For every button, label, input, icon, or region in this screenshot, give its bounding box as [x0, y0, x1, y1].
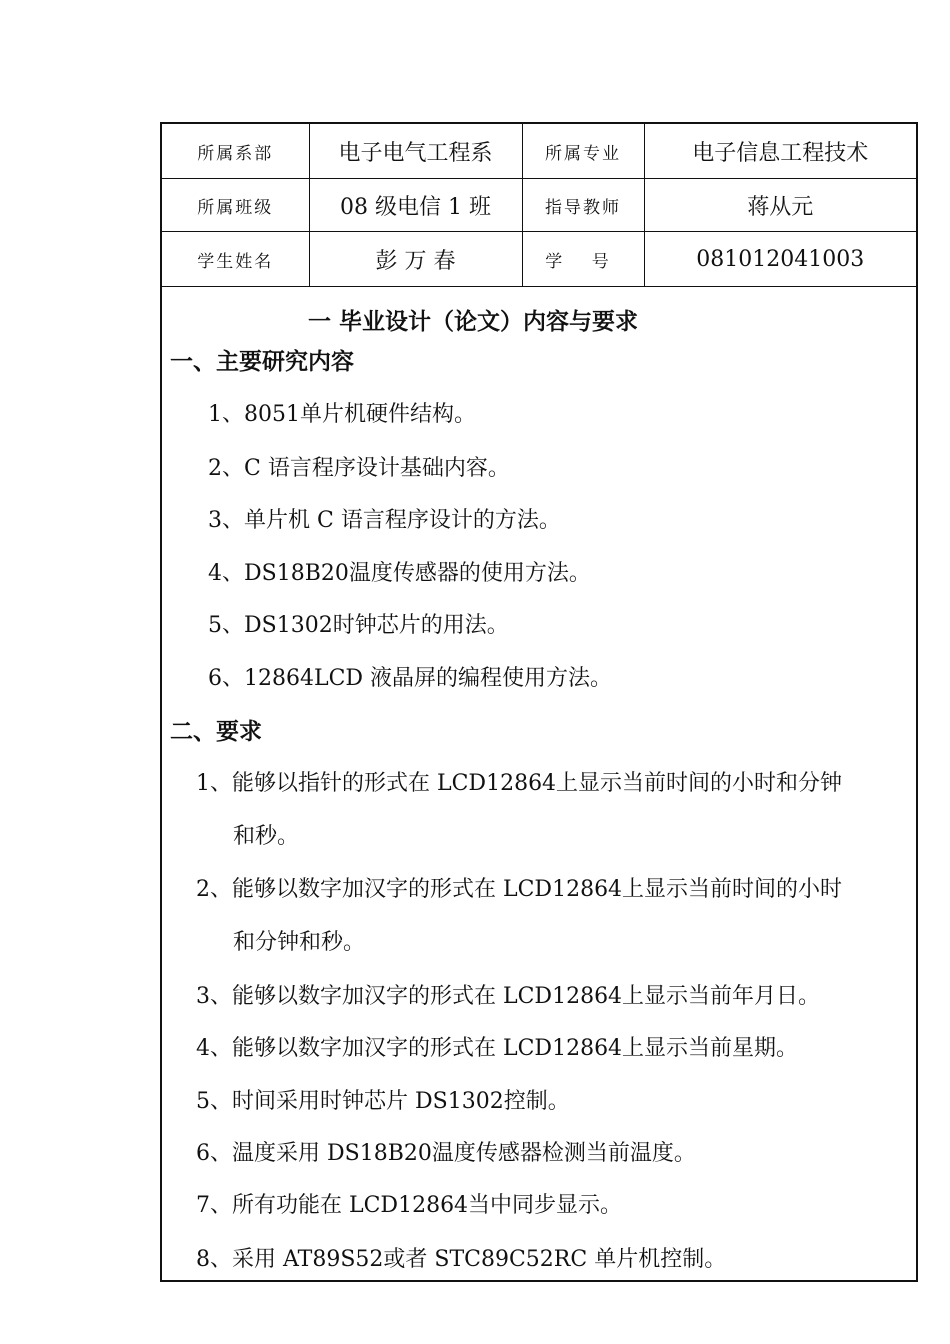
requirement-item-continuation: 和分钟和秒。	[233, 930, 366, 955]
student-id-value: 081012041003	[644, 232, 916, 287]
requirement-item: 3、能够以数字加汉字的形式在 LCD12864上显示当前年月日。	[196, 984, 821, 1009]
research-item: 3、单片机 C 语言程序设计的方法。	[208, 508, 561, 533]
task-form-frame	[160, 122, 918, 1282]
major-value: 电子信息工程技术	[644, 124, 916, 179]
research-item: 5、DS1302时钟芯片的用法。	[208, 613, 509, 638]
research-item: 2、C 语言程序设计基础内容。	[208, 456, 510, 481]
class-label: 所属班级	[162, 179, 309, 232]
section-heading-requirements: 二、要求	[170, 718, 262, 745]
advisor-value: 蒋从元	[644, 179, 916, 232]
requirement-item: 5、时间采用时钟芯片 DS1302控制。	[196, 1089, 570, 1114]
requirement-item: 1、能够以指针的形式在 LCD12864上显示当前时间的小时和分钟	[196, 771, 843, 796]
info-row-class	[162, 179, 916, 232]
requirement-item: 8、采用 AT89S52或者 STC89C52RC 单片机控制。	[196, 1247, 727, 1272]
info-row-department	[162, 124, 916, 179]
student-value: 彭 万 春	[309, 232, 522, 287]
advisor-label: 指导教师	[522, 179, 644, 232]
student-label: 学生姓名	[162, 232, 309, 287]
requirement-item: 6、温度采用 DS18B20温度传感器检测当前温度。	[196, 1141, 696, 1166]
research-item: 4、DS18B20温度传感器的使用方法。	[208, 561, 591, 586]
requirement-item: 4、能够以数字加汉字的形式在 LCD12864上显示当前星期。	[196, 1036, 799, 1061]
content-title: 一 毕业设计（论文）内容与要求	[308, 308, 639, 335]
requirement-item-continuation: 和秒。	[233, 824, 300, 849]
student-id-label: 学 号	[522, 232, 644, 287]
section-heading-research: 一、主要研究内容	[170, 348, 354, 375]
department-value: 电子电气工程系	[309, 124, 522, 179]
research-item: 1、8051单片机硬件结构。	[208, 402, 476, 427]
requirement-item: 7、所有功能在 LCD12864当中同步显示。	[196, 1193, 623, 1218]
student-info-table	[162, 124, 916, 287]
major-label: 所属专业	[522, 124, 644, 179]
department-label: 所属系部	[162, 124, 309, 179]
class-value: 08 级电信 1 班	[309, 179, 522, 232]
info-row-student	[162, 232, 916, 287]
requirement-item: 2、能够以数字加汉字的形式在 LCD12864上显示当前时间的小时	[196, 877, 843, 902]
research-item: 6、12864LCD 液晶屏的编程使用方法。	[208, 666, 613, 691]
